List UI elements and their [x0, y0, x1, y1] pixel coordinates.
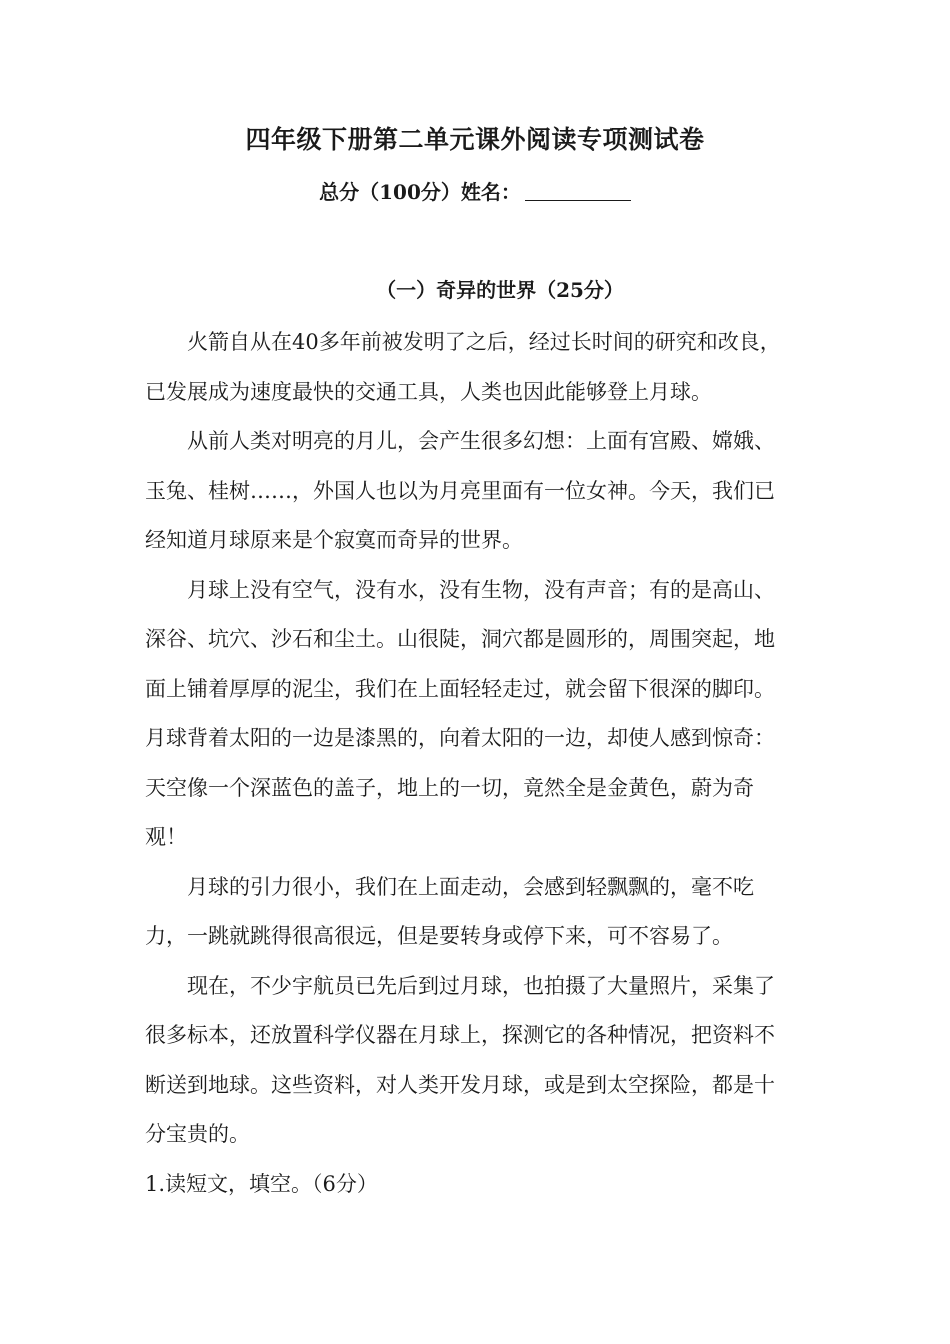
paragraph-2: 从前人类对明亮的月儿，会产生很多幻想：上面有宫殿、嫦娥、玉兔、桂树……，外国人也以为月亮里面有一位女神。今天，我们已经知道月球原来是个寂寞而奇异的世界。	[145, 429, 775, 552]
section-title: （一）奇异的世界（25分）	[376, 278, 624, 302]
question-1: 1.读短文，填空。（6分）	[145, 1171, 378, 1196]
reading-passage	[145, 318, 795, 1209]
document-title: 四年级下册第二单元课外阅读专项测试卷	[245, 125, 705, 154]
score-name-label: 总分（100分）姓名：	[319, 180, 521, 204]
paragraph-5: 现在，不少宇航员已先后到过月球，也拍摄了大量照片，采集了很多标本，还放置科学仪器在月球上，探测它的各种情况，把资料不断送到地球。这些资料，对人类开发月球，或是到太空探险，都是十分宝贵的。	[145, 973, 775, 1146]
paragraph-3: 月球上没有空气，没有水，没有生物，没有声音；有的是高山、深谷、坑穴、沙石和尘土。山很陡，洞穴都是圆形的，周围突起，地面上铺着厚厚的泥尘，我们在上面轻轻走过，就会留下很深的脚印。月球背着太阳的一边是漆黑的，向着太阳的一边，却使人感到惊奇：天空像一个深蓝色的盖子，地上的一切，竟然全是金黄色，蔚为奇观！	[145, 577, 775, 849]
name-blank[interactable]	[525, 180, 631, 201]
paragraph-4: 月球的引力很小，我们在上面走动，会感到轻飘飘的，毫不吃力，一跳就跳得很高很远，但是要转身或停下来，可不容易了。	[145, 874, 754, 948]
score-name-line	[0, 176, 950, 208]
paragraph-1: 火箭自从在40多年前被发明了之后，经过长时间的研究和改良，已发展成为速度最快的交通工具，人类也因此能够登上月球。	[145, 330, 781, 404]
